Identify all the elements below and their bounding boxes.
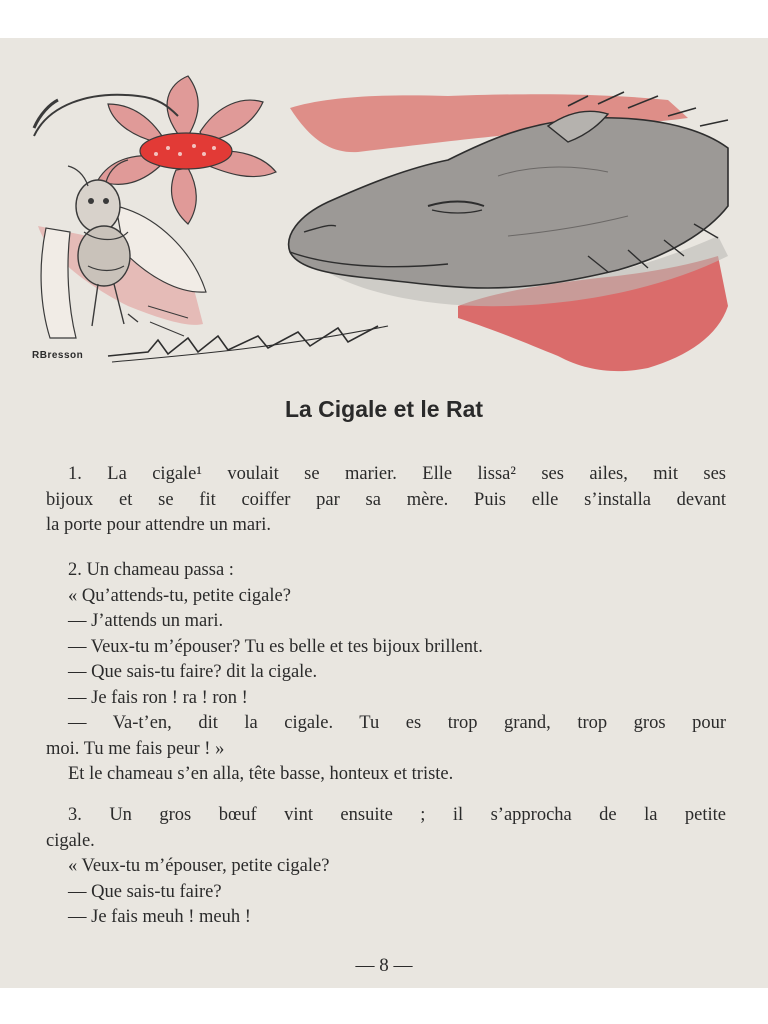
paragraph-3 xyxy=(46,803,726,931)
text-line: Et le chameau s’en alla, tête basse, honteux et triste. xyxy=(68,764,454,784)
text-line: — Va-t’en, dit la cigale. Tu es trop grand, trop gros pour xyxy=(68,713,726,733)
text-line: 3. Un gros bœuf vint ensuite ; il s’approcha de la petite xyxy=(68,805,726,825)
text-line: — Que sais-tu faire? xyxy=(68,881,222,902)
page-title: La Cigale et le Rat xyxy=(284,396,484,422)
illustrator-credit: RBresson xyxy=(32,350,84,361)
page-number: — 8 — xyxy=(355,955,413,976)
text-line: la porte pour attendre un mari. xyxy=(46,515,271,535)
text-line: « Veux-tu m’épouser, petite cigale? xyxy=(68,856,330,876)
text-line: — Je fais ron ! ra ! ron ! xyxy=(68,687,248,708)
text-line: moi. Tu me fais peur ! » xyxy=(46,738,225,759)
text-line: — J’attends un mari. xyxy=(68,611,224,631)
book-page xyxy=(0,38,768,988)
text-line: « Qu’attends-tu, petite cigale? xyxy=(68,585,291,606)
paragraph-1 xyxy=(46,462,726,539)
text-line: 1. La cigale¹ voulait se marier. Elle lissa² ses ailes, mit ses xyxy=(68,464,726,484)
flower-icon xyxy=(98,76,276,224)
text-line: — Veux-tu m’épouser? Tu es belle et tes bijoux brillent. xyxy=(68,636,483,657)
text-line: — Que sais-tu faire? dit la cigale. xyxy=(68,662,318,682)
text-line: bijoux et se fit coiffer par sa mère. Puis elle s’installa devant xyxy=(46,489,726,510)
text-line: cigale. xyxy=(46,830,95,851)
text-line: 2. Un chameau passa : xyxy=(68,560,234,580)
paragraph-2 xyxy=(46,558,726,788)
illustration-cicada-and-camel xyxy=(28,56,740,376)
grass-strokes xyxy=(108,326,378,356)
text-line: — Je fais meuh ! meuh ! xyxy=(68,907,251,927)
